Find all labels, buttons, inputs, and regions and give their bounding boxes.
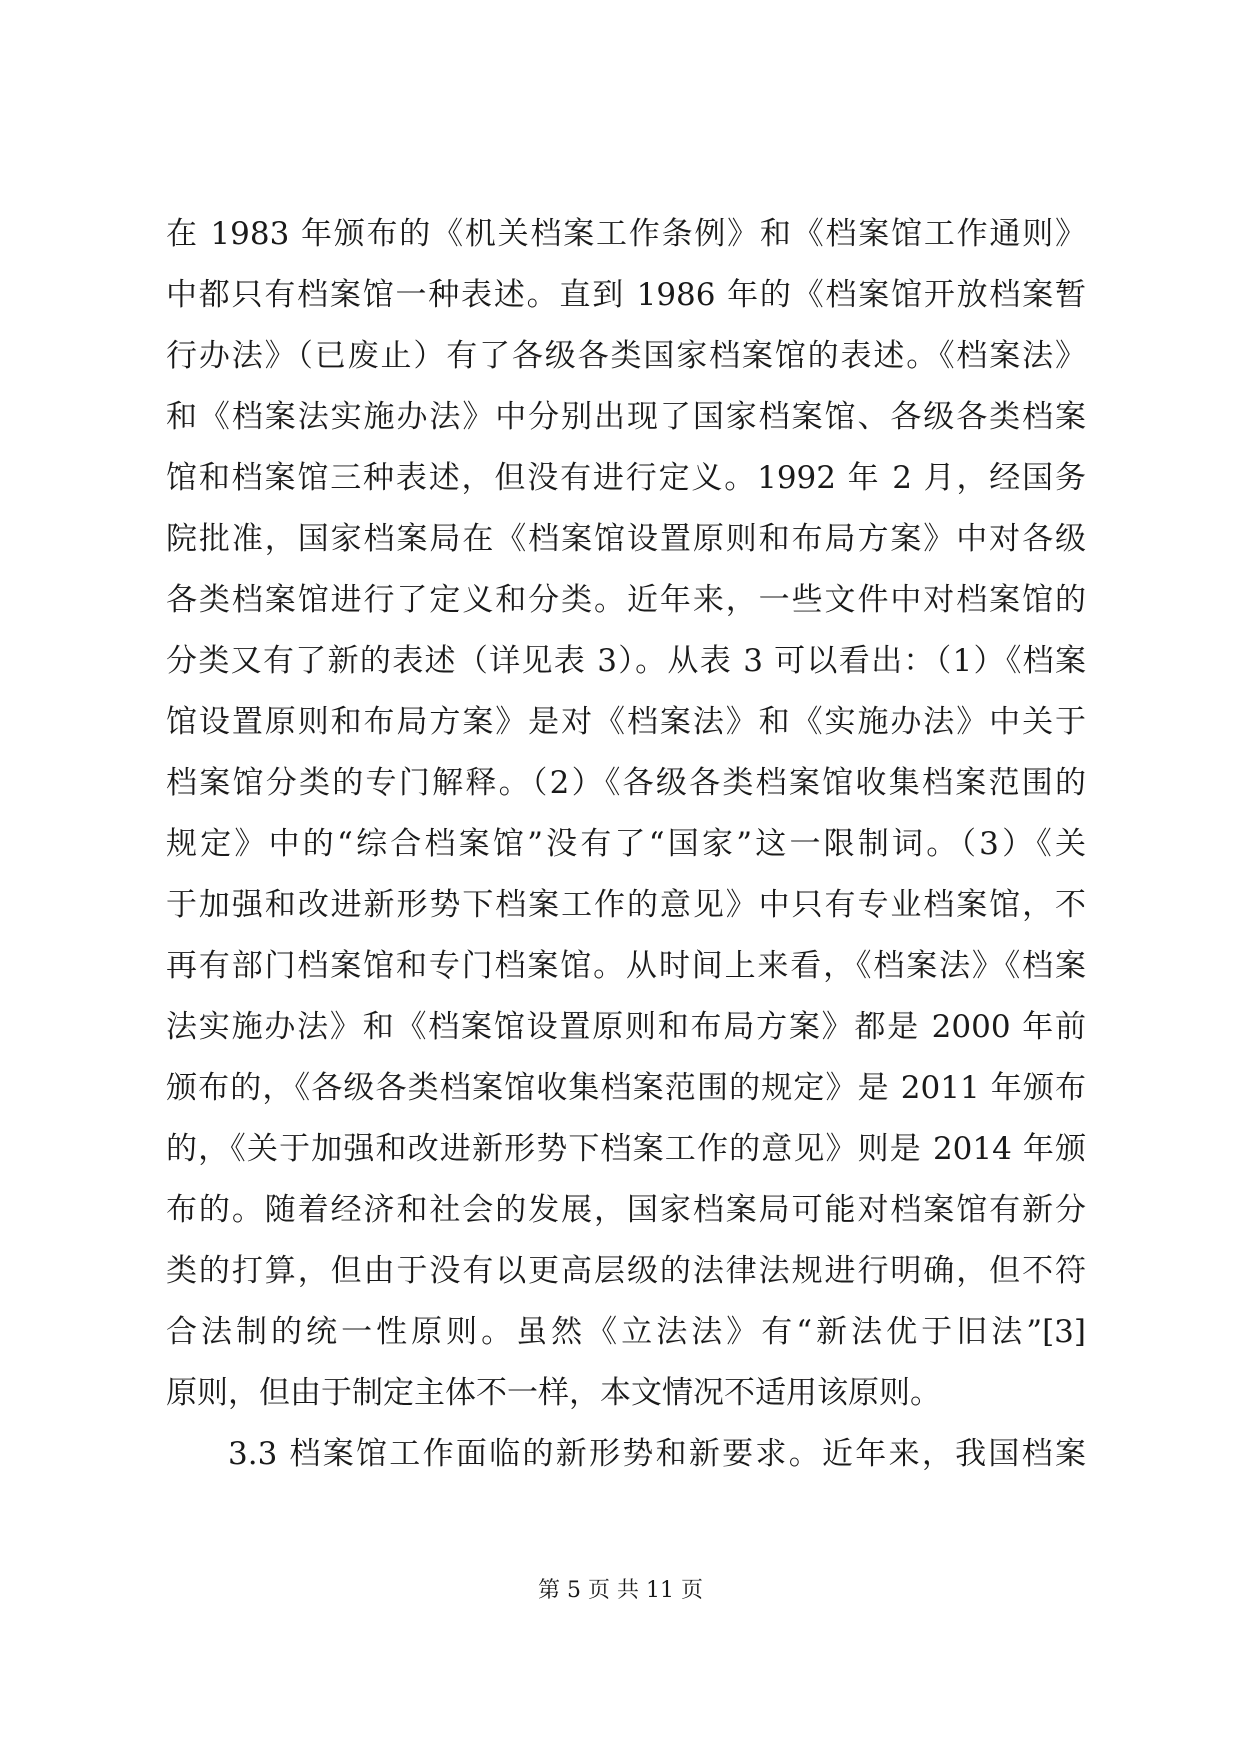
text-line: 中都只有档案馆一种表述。直到 1986 年的《档案馆开放档案暂 [166,277,1086,313]
text-line: 类的打算，但由于没有以更高层级的法律法规进行明确，但不符 [166,1253,1086,1289]
text-line: 颁布的，《各级各类档案馆收集档案范围的规定》是 2011 年颁布 [166,1070,1086,1106]
text-line: 各类档案馆进行了定义和分类。近年来，一些文件中对档案馆的 [166,582,1086,618]
section-heading-line: 3.3 档案馆工作面临的新形势和新要求。近年来，我国档案 [228,1436,1086,1472]
text-line: 原则，但由于制定主体不一样，本文情况不适用该原则。 [166,1375,941,1411]
page-number-footer: 第 5 页 共 11 页 [538,1578,703,1603]
text-line: 规定》中的“综合档案馆”没有了“国家”这一限制词。（3）《关 [166,826,1086,862]
text-line: 分类又有了新的表述（详见表 3）。从表 3 可以看出：（1）《档案 [166,643,1086,679]
text-line: 馆设置原则和布局方案》是对《档案法》和《实施办法》中关于 [166,704,1086,740]
text-line: 行办法》（已废止）有了各级各类国家档案馆的表述。《档案法》 [166,338,1086,374]
text-line: 的，《关于加强和改进新形势下档案工作的意见》则是 2014 年颁 [166,1131,1086,1167]
text-line: 在 1983 年颁布的《机关档案工作条例》和《档案馆工作通则》 [166,216,1086,252]
text-line: 院批准，国家档案局在《档案馆设置原则和布局方案》中对各级 [166,521,1086,557]
text-line: 布的。随着经济和社会的发展，国家档案局可能对档案馆有新分 [166,1192,1086,1228]
body-text [166,204,1086,1485]
text-line: 和《档案法实施办法》中分别出现了国家档案馆、各级各类档案 [166,399,1086,435]
text-line: 法实施办法》和《档案馆设置原则和布局方案》都是 2000 年前 [166,1009,1086,1045]
text-line: 于加强和改进新形势下档案工作的意见》中只有专业档案馆，不 [166,887,1086,923]
text-line: 馆和档案馆三种表述，但没有进行定义。1992 年 2 月，经国务 [166,460,1086,496]
text-line: 再有部门档案馆和专门档案馆。从时间上来看，《档案法》《档案 [166,948,1086,984]
text-line: 档案馆分类的专门解释。（2）《各级各类档案馆收集档案范围的 [166,765,1086,801]
text-line: 合法制的统一性原则。虽然《立法法》有“新法优于旧法”[3] [166,1314,1086,1350]
